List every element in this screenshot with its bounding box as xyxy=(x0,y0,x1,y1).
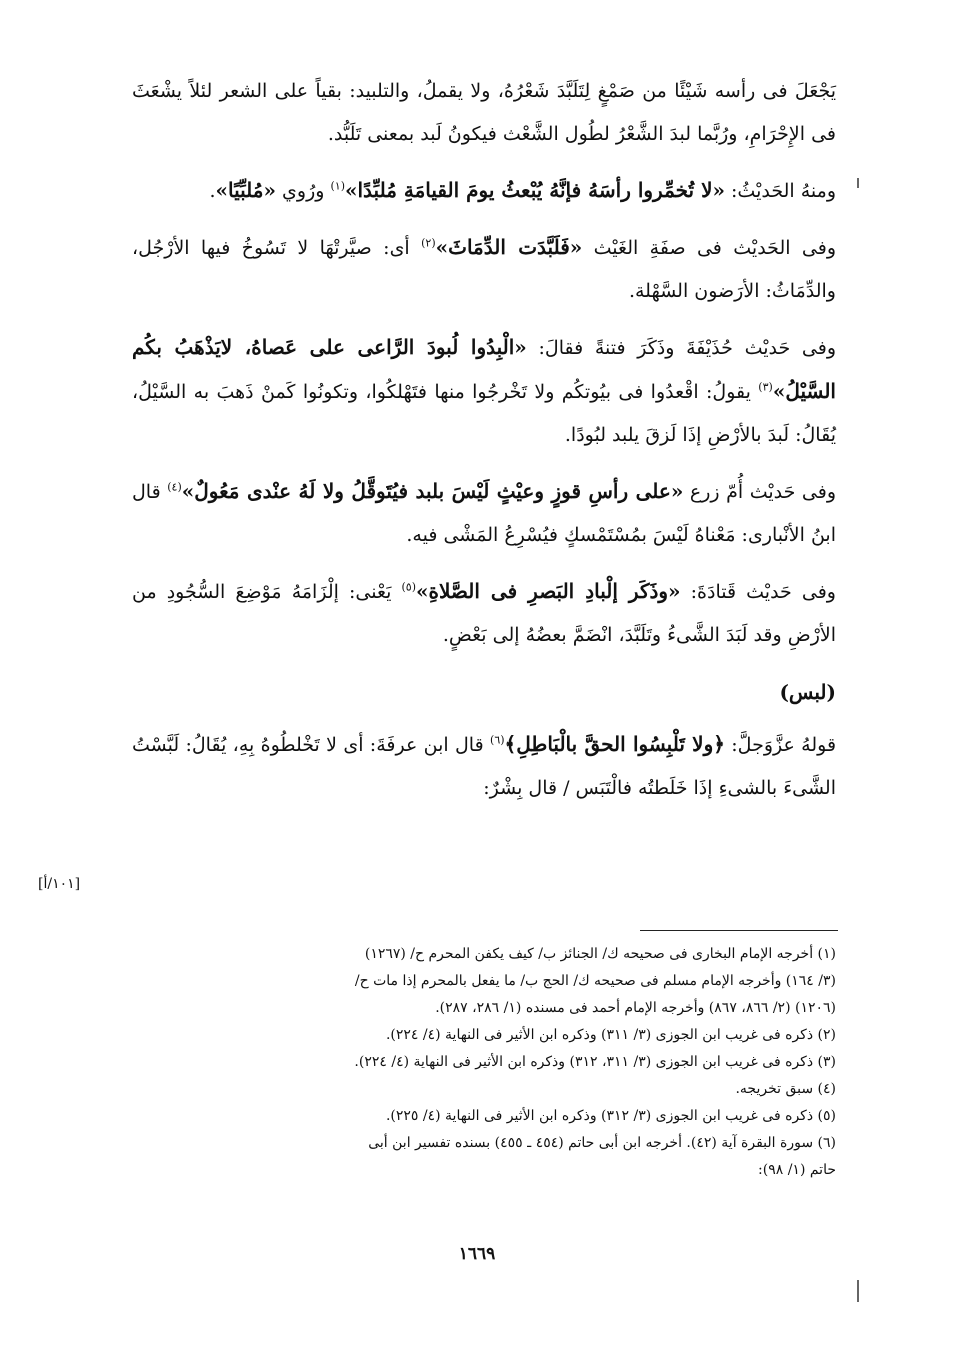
paragraph-3-rest: أى: صيَّرتْهَا لا تَسُوخُ فيها الأرْجُل، والدِّمَاثُ: الأرَضون السَّهْلة. xyxy=(132,237,836,302)
scan-mark xyxy=(857,178,859,188)
footnote-ref-1: (١) xyxy=(330,179,345,193)
paragraph-3 xyxy=(132,226,836,313)
footnotes xyxy=(132,941,836,1184)
paragraph-2-end: . xyxy=(209,180,216,202)
footnote-4: (٤) سبق تخريجه. xyxy=(735,1081,836,1097)
footnote-ref-3: (٣) xyxy=(758,380,773,394)
paragraph-7 xyxy=(132,723,836,810)
footnote-1-line-3: (١٢٠٦) (٢/ ٨٦٦، ٨٦٧) وأخرجه الإمام أحمد فى مسنده (١/ ٢٨٦، ٢٨٧). xyxy=(435,1000,836,1016)
quran-verse: ﴿ولا تَلْبِسُوا الحقَّ بالْبَاطِلِ﴾ xyxy=(504,732,725,756)
footnote-5: (٥) ذكره فى غريب ابن الجوزى (٣/ ٣١٢) وذكره ابن الأثير فى النهاية (٤/ ٢٢٥). xyxy=(385,1108,836,1124)
footnote-ref-2: (٢) xyxy=(421,236,436,250)
paragraph-5-intro: وفى حَديْث أُمّ زرع xyxy=(683,481,837,503)
paragraph-3-intro: وفى الحَديْث فى صفَةِ الغَيْث xyxy=(582,237,836,259)
paragraph-1-text: يَجْعَلَ فى رأسه شَيْئًا من صَمْغٍ لِتَلَبَّدَ شَعْرُهُ، ولا يقملُ، والتلبيد: بقياً على الشعر لئلاً يشْعَثَ فى الإِحْرَامِ، ورُبَّما لبدَ الشَّعْرُ لطُول الشَّعْث فيكونُ لَبد بمعنى تَلَبُّد. xyxy=(132,80,836,145)
footnote-ref-5: (٥) xyxy=(401,580,416,594)
hadith-quote: «وذَكَر إلْبادِ البَصرِ فى الصَّلاةِ» xyxy=(416,579,681,603)
paragraph-6 xyxy=(132,570,836,657)
scan-mark xyxy=(857,1280,859,1302)
paragraph-7-rest: قال ابن عرفَةَ: أى لا تَخْلطُوهُ بِهِ، يُقَالُ: لَبَّسْتُ الشَّىءَ بالشىءِ إذَا خَلَطتُه فالْتَبَس / قال بِشْرٌ: xyxy=(132,734,836,799)
paragraph-2-mid: ورُوي xyxy=(275,180,331,202)
paragraph-1 xyxy=(132,70,836,156)
paragraph-2 xyxy=(132,169,836,213)
footnote-6-line-1: (٦) سورة البقرة آية (٤٢). أخرجه ابن أبى حاتم (٤٥٤ ـ ٤٥٥) بسنده تفسير ابن أبى xyxy=(368,1135,836,1151)
hadith-quote: «فَلَبَّدَت الدِّمَاثَ» xyxy=(435,235,583,259)
footnote-ref-6: (٦) xyxy=(490,733,505,747)
footnote-ref-4: (٤) xyxy=(167,480,182,494)
hadith-variant: «مُلبِّيًا» xyxy=(215,178,276,202)
footnote-2: (٢) ذكره فى غريب ابن الجوزى (٣/ ٣١١) وذكره ابن الأثير فى النهاية (٤/ ٢٢٤). xyxy=(385,1027,836,1043)
paragraph-5-rest: قال ابنُ الأنْبارى: مَعْناهُ لَيْسَ بمُسْتَمْسكٍ فيُسْرِعُ المَشْى فيه. xyxy=(132,481,836,546)
section-heading: (لبس) xyxy=(779,680,836,704)
paragraph-4-rest: يقولُ: اقْعدُوا فى بيُوتكُم ولا تَخْرجُوا منها فتَهْلكُوا، وتكونُوا كَمنْ ذَهبَ به السَّيْلُ، يُقَالُ: لَبدَ بالأرْضِ إذَا لَزقَ يلبد لبُودًا. xyxy=(132,381,836,446)
footnote-3: (٣) ذكره فى غريب ابن الجوزى (٣/ ٣١١، ٣١٢) وذكره ابن الأثير فى النهاية (٤/ ٢٢٤). xyxy=(354,1054,836,1070)
main-text xyxy=(132,70,836,810)
paragraph-2-intro: ومنهُ الحَديْثُ: xyxy=(724,180,836,202)
paragraph-6-rest: يَعْنى: إلْزَامَهُ مَوْضِعَ السُّجُودِ من الأرْضِ وقد لَبَدَ الشَّىءُ وتَلَبَّدَ، انْضَمَّ بعضُهُ إلى بَعْضٍ. xyxy=(132,581,836,646)
page-number: ١٦٦٩ xyxy=(458,1244,496,1264)
hadith-quote: «الْبِدُوا لُبودَ الرَّاعى على عَصاهُ، لايَذْهَبُ بكُم السَّيْلُ» xyxy=(132,335,836,403)
footnote-1-line-1: (١) أخرجه الإمام البخارى فى صحيحه ك/ الجنائز ب/ كيف يكفن المحرم ح/ (١٢٦٧) xyxy=(364,946,836,962)
paragraph-4 xyxy=(132,326,836,457)
footnote-6-line-2: حاتم (١/ ٩٨): xyxy=(758,1162,836,1178)
manuscript-folio-ref: [١٠١/أ] xyxy=(38,876,81,892)
paragraph-7-intro: قولهُ عزَّوَجلَّ: xyxy=(724,734,837,756)
paragraph-4-intro: وفى حَديْث حُذَيْفَةَ وذَكَرَ فتنةً فقالَ: xyxy=(526,337,837,359)
footnote-separator xyxy=(640,930,838,931)
footnote-1-line-2: (٣/ ١٦٤) وأخرجه الإمام مسلم فى صحيحه ك/ الحج ب/ ما يفعل بالمحرم إذا مات ح/ xyxy=(354,973,836,989)
paragraph-6-intro: وفى حَديْث قَتادَةَ: xyxy=(680,581,836,603)
hadith-quote: «لا تُخمِّروا رأسَهُ فإنَّهُ يُبْعثُ يومَ القيامَةِ مُلبِّدًا» xyxy=(344,178,725,202)
hadith-quote: «على رأسِ قوزٍ وعيْثٍ لَيْسَ بلبد فيُتَوقَّلُ ولا لَهُ عنْدى مَعُولٌ» xyxy=(181,479,684,503)
paragraph-5 xyxy=(132,470,836,557)
